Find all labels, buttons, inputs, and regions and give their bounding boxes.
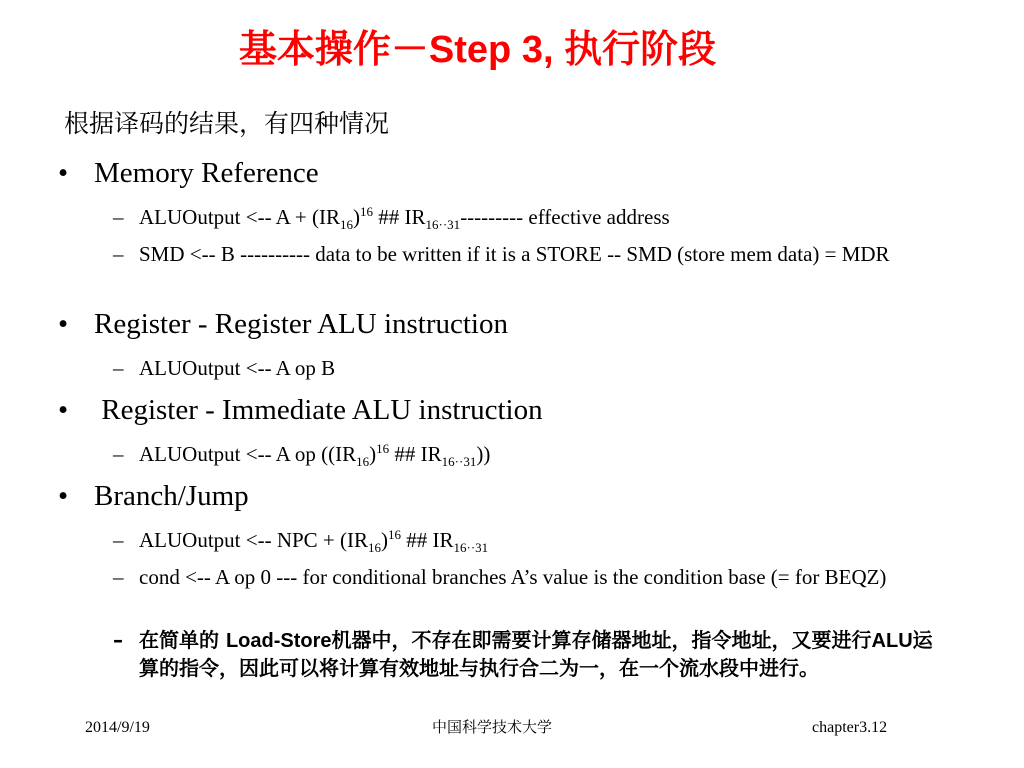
note-part: 运算的指令，因此可以将计算有效地址与执行合二为一，在一个流水段中进行。: [139, 628, 933, 680]
formula-suffix: )): [476, 442, 491, 466]
superscript: 16: [388, 527, 402, 542]
section-heading: Memory Reference: [94, 157, 319, 189]
note-term-alu: ALU: [871, 630, 913, 652]
section-register-register: [58, 307, 508, 342]
dash: –: [113, 356, 124, 380]
subscript-range: 16··31: [441, 454, 477, 470]
list-item: [113, 241, 963, 267]
item-text: cond <-- A op 0 --- for conditional branches A’s value is the condition base (= for BEQZ): [139, 565, 887, 589]
section-register-immediate: [58, 393, 543, 428]
note-part: 在简单的: [139, 628, 226, 652]
formula-prefix: ALUOutput <-- A + (IR: [139, 205, 341, 229]
dash: –: [113, 528, 124, 552]
subscript-range: 16··31: [453, 540, 489, 556]
list-item-chinese-note: [113, 627, 943, 682]
list-item: [113, 564, 963, 590]
section-heading: Register - Register ALU instruction: [94, 308, 508, 340]
section-heading: Register - Immediate ALU instruction: [94, 394, 543, 426]
formula-prefix: ALUOutput <-- A op ((IR: [139, 442, 357, 466]
bullet: •: [58, 308, 69, 340]
list-item: – ALUOutput <-- NPC + $(IR_{16})^{16}$ ## $IR_{16\cdot\cdot 31}$: [113, 527, 489, 556]
list-item: – ALUOutput <-- A op ($(IR_{16})^{16}$ ## $IR_{16\cdot\cdot 31}$)): [113, 441, 491, 470]
bullet: •: [58, 394, 69, 426]
bullet: •: [58, 480, 69, 512]
bullet: •: [58, 157, 69, 189]
formula-mid: ## IR: [373, 205, 426, 229]
item-text: ALUOutput <-- A op B: [139, 356, 336, 380]
formula-prefix: ALUOutput <-- NPC + (IR: [139, 528, 369, 552]
note-term-load-store: Load-Store: [225, 630, 332, 652]
dash: –: [113, 628, 123, 652]
intro-text: 根据译码的结果，有四种情况: [64, 109, 390, 138]
footer-page: chapter3.12: [812, 719, 888, 736]
item-text: SMD <-- B ---------- data to be written if it is a STORE -- SMD (store mem data) = MDR: [139, 242, 890, 266]
dash: –: [113, 565, 124, 589]
section-branch-jump: [58, 479, 249, 514]
subscript: 16: [368, 540, 382, 556]
subscript: 16: [356, 454, 370, 470]
subscript: 16: [340, 217, 354, 233]
superscript: 16: [376, 441, 390, 456]
superscript: 16: [360, 204, 374, 219]
slide-title: 基本操作－Step 3, 执行阶段: [238, 29, 717, 71]
note-part: 机器中，不存在即需要计算存储器地址，指令地址，又要进行: [331, 628, 872, 652]
section-heading: Branch/Jump: [94, 480, 249, 512]
list-item: – ALUOutput <-- $A + (IR_{16})^{16}$ ## $IR_{16\cdot\cdot 31}---------$ effective address: [113, 204, 670, 233]
dash: –: [113, 205, 124, 229]
formula-mid: ## IR: [401, 528, 454, 552]
subscript-range: 16··31: [425, 217, 461, 233]
formula-mid: ## IR: [389, 442, 442, 466]
formula-suffix: --------- effective address: [460, 205, 670, 229]
footer-date: 2014/9/19: [85, 719, 150, 736]
list-item: [113, 355, 963, 381]
section-memory-reference: [58, 156, 319, 191]
footer-organization: 中国科学技术大学: [432, 718, 553, 736]
dash: –: [113, 242, 124, 266]
dash: –: [113, 442, 124, 466]
